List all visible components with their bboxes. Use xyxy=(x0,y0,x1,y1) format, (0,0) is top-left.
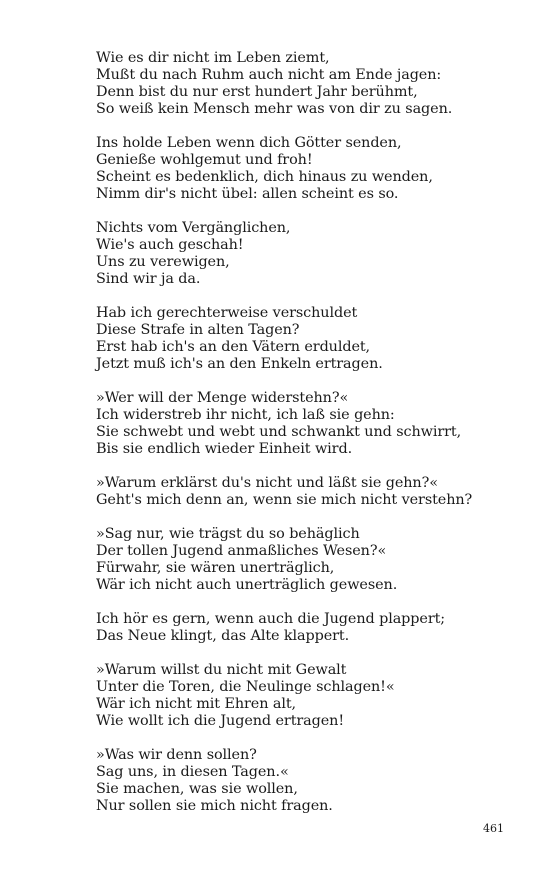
verse-line: »Was wir denn sollen? xyxy=(96,747,257,763)
verse-line: Ich hör es gern, wenn auch die Jugend plappert; xyxy=(96,611,446,627)
verse-line: Der tollen Jugend anmaßliches Wesen?« xyxy=(96,543,387,559)
verse-line: Das Neue klingt, das Alte klappert. xyxy=(96,628,350,644)
stanza-1 xyxy=(96,50,516,118)
verse-line: »Sag nur, wie trägst du so behäglich xyxy=(96,526,360,542)
verse-line: »Warum willst du nicht mit Gewalt xyxy=(96,662,347,678)
verse-line: Sie schwebt und webt und schwankt und schwirrt, xyxy=(96,424,462,440)
verse-line: Wär ich nicht mit Ehren alt, xyxy=(96,696,296,712)
verse-line: Diese Strafe in alten Tagen? xyxy=(96,322,300,338)
stanza-4 xyxy=(96,305,516,373)
verse-line: Jetzt muß ich's an den Enkeln ertragen. xyxy=(96,356,383,372)
verse-line: Wie wollt ich die Jugend ertragen! xyxy=(96,713,345,729)
verse-line: Wär ich nicht auch unerträglich gewesen. xyxy=(96,577,398,593)
stanza-8 xyxy=(96,611,516,645)
stanza-7 xyxy=(96,526,516,594)
verse-line: Sag uns, in diesen Tagen.« xyxy=(96,764,289,780)
stanza-3 xyxy=(96,220,516,288)
verse-line: Nur sollen sie mich nicht fragen. xyxy=(96,798,333,814)
verse-line: Sie machen, was sie wollen, xyxy=(96,781,298,797)
stanza-5 xyxy=(96,390,516,458)
verse-line: Bis sie endlich wieder Einheit wird. xyxy=(96,441,353,457)
stanza-9 xyxy=(96,662,516,730)
verse-line: Uns zu verewigen, xyxy=(96,254,230,270)
stanza-10 xyxy=(96,747,516,815)
verse-line: Mußt du nach Ruhm auch nicht am Ende jagen: xyxy=(96,67,442,83)
poem-page xyxy=(96,50,516,832)
verse-line: Scheint es bedenklich, dich hinaus zu wenden, xyxy=(96,169,433,185)
verse-line: Nimm dir's nicht übel: allen scheint es so. xyxy=(96,186,399,202)
verse-line: Unter die Toren, die Neulinge schlagen!« xyxy=(96,679,395,695)
verse-line: Ich widerstreb ihr nicht, ich laß sie gehn: xyxy=(96,407,395,423)
verse-line: Fürwahr, sie wären unerträglich, xyxy=(96,560,335,576)
verse-line: Ins holde Leben wenn dich Götter senden, xyxy=(96,135,402,151)
stanza-2 xyxy=(96,135,516,203)
verse-line: »Warum erklärst du's nicht und läßt sie gehn?« xyxy=(96,475,438,491)
verse-line: Hab ich gerechterweise verschuldet xyxy=(96,305,358,321)
verse-line: Wie's auch geschah! xyxy=(96,237,244,253)
verse-line: Genieße wohlgemut und froh! xyxy=(96,152,313,168)
verse-line: Erst hab ich's an den Vätern erduldet, xyxy=(96,339,371,355)
verse-line: Geht's mich denn an, wenn sie mich nicht verstehn? xyxy=(96,492,473,508)
stanza-6 xyxy=(96,475,516,509)
verse-line: Sind wir ja da. xyxy=(96,271,201,287)
verse-line: Denn bist du nur erst hundert Jahr berühmt, xyxy=(96,84,418,100)
verse-line: »Wer will der Menge widerstehn?« xyxy=(96,390,349,406)
verse-line: Nichts vom Vergänglichen, xyxy=(96,220,291,236)
page-number: 461 xyxy=(483,822,504,835)
verse-line: Wie es dir nicht im Leben ziemt, xyxy=(96,50,330,66)
verse-line: So weiß kein Mensch mehr was von dir zu sagen. xyxy=(96,101,453,117)
